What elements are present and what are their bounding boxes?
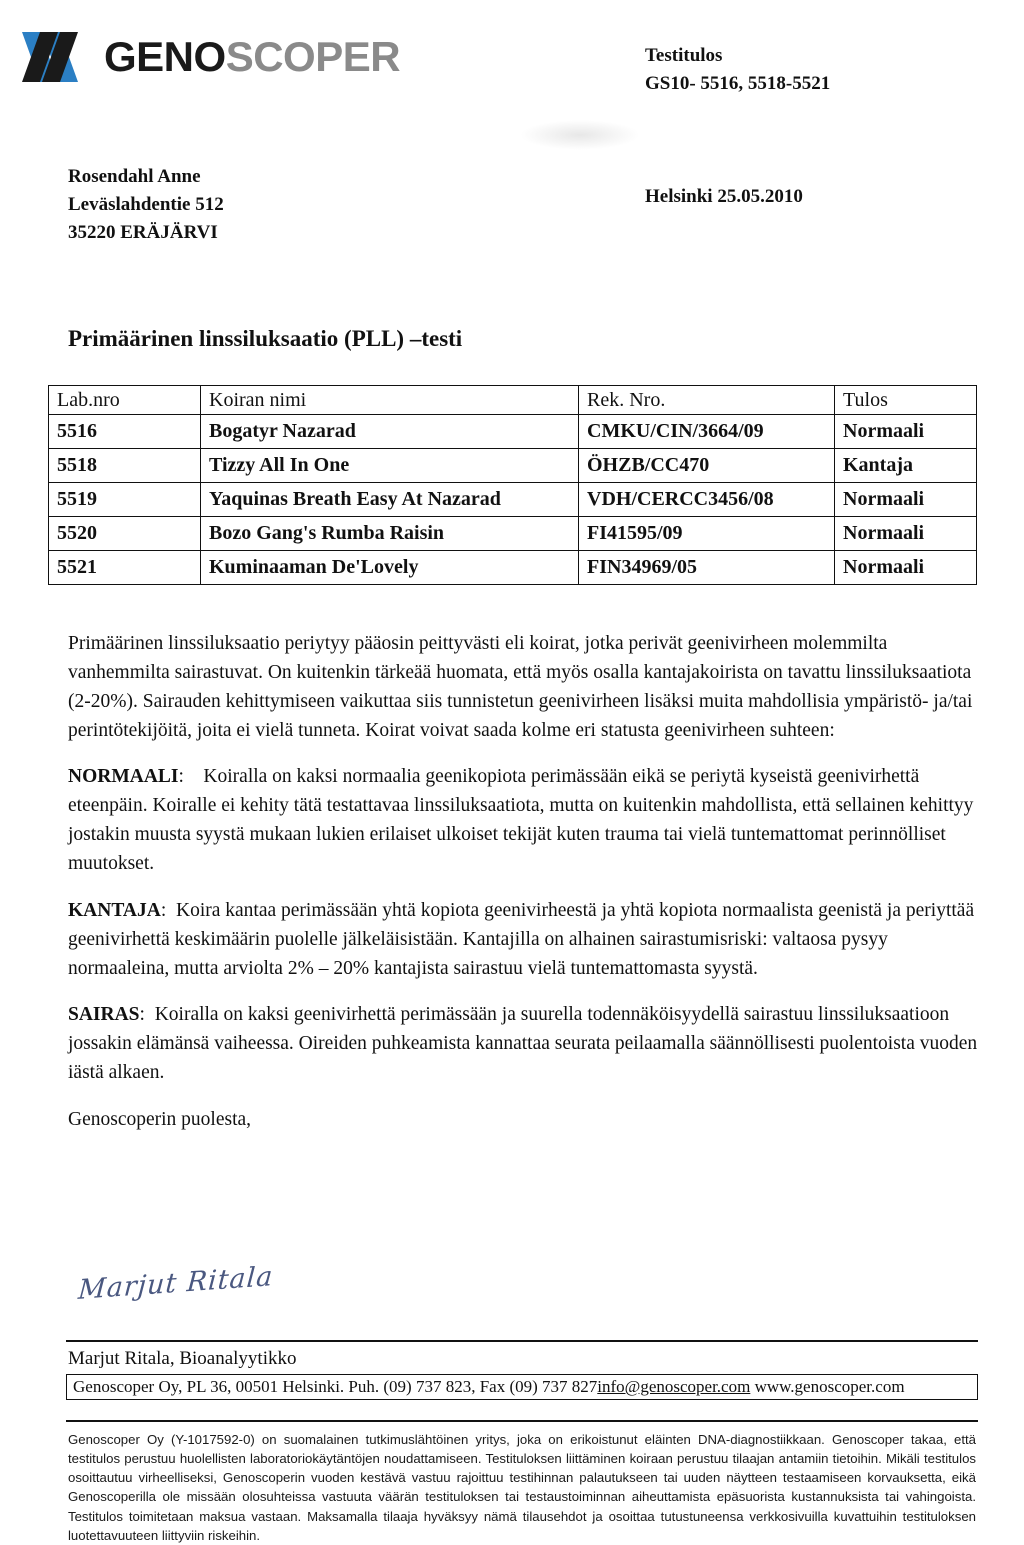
text-sairas: Koiralla on kaksi geenivirhettä perimässään ja suurella todennäköisyydellä sairastuu linssiluksaatioon jossakin elämänsä vaiheessa. Oireiden puhkeamista kannattaa seurata peilaamalla säännöllisesti puolentoista vuoden iästä alkaen. [68, 1004, 978, 1084]
label-kantaja: KANTAJA [68, 899, 161, 921]
contact-website: www.genoscoper.com [750, 1377, 905, 1396]
table-row [49, 483, 977, 517]
test-result-heading [645, 42, 830, 97]
cell-name: Bogatyr Nazarad [201, 415, 579, 449]
recipient-street: Leväslahdentie 512 [68, 194, 224, 216]
table-header-row [49, 386, 977, 415]
body-copy [68, 630, 980, 1153]
contact-line [66, 1374, 978, 1400]
table-row [49, 551, 977, 585]
cell-lab: 5521 [49, 551, 201, 585]
logo-wordmark [104, 33, 401, 80]
text-normaali: Koiralla on kaksi normaalia geenikopiota perimässään eikä se periytä kyseistä geenivirhettä eteenpäin. Koiralle ei kehity tätä testattavaa linssiluksaatiota, mutta on kuitenkin mahdollista, että sellainen kehittyy jostakin muusta syystä mukaan lukien erilaiset ulkoiset tekijät kuten trauma tai vielä tuntemattomat perinnölliset muutokset. [68, 766, 974, 875]
paragraph-intro: Primäärinen linssiluksaatio periytyy pääosin peittyvästi eli koirat, jotka perivät geenivirheen molemmilta vanhemmilta sairastuvat. On kuitenkin tärkeää huomata, että myös osalla kantajakoirista on tavattu linssiluksaatiota (2-20%). Sairauden kehittymiseen vaikuttaa siis tunnistetun geenivirheen lisäksi muita mahdollisia ympäristö- ja/tai perintötekijöitä, joita ei vielä tunneta. Koirat voivat saada kolme eri statusta geenivirheen suhteen: [68, 633, 973, 741]
column-header-tulos: Tulos [835, 386, 977, 415]
paragraph-closing: Genoscoperin puolesta, [68, 1109, 252, 1131]
column-header-lab: Lab.nro [49, 386, 201, 415]
recipient-postal: 35220 ERÄJÄRVI [68, 222, 218, 244]
cell-tulos: Normaali [835, 415, 977, 449]
column-header-rek: Rek. Nro. [579, 386, 835, 415]
cell-name: Tizzy All In One [201, 449, 579, 483]
cell-name: Kuminaaman De'Lovely [201, 551, 579, 585]
footer-divider [66, 1420, 978, 1422]
contact-email-link[interactable]: info@genoscoper.com [597, 1377, 751, 1396]
recipient-name: Rosendahl Anne [68, 166, 201, 187]
handwritten-signature: Marjut Ritala [77, 1261, 275, 1306]
cell-rek: VDH/CERCC3456/08 [579, 483, 835, 517]
cell-tulos: Normaali [835, 517, 977, 551]
label-sairas: SAIRAS [68, 1004, 140, 1026]
column-header-name: Koiran nimi [201, 386, 579, 415]
paragraph-normaali: NORMAALI: Koiralla on kaksi normaalia geenikopiota perimässään eikä se periytä kyseistä geenivirhettä eteenpäin. Koiralle ei kehity tätä testattavaa linssiluksaatiota, mutta on kuitenkin mahdollista, että sellainen kehittyy jostakin muusta syystä mukaan lukien erilaiset ulkoiset tekijät kuten trauma tai vielä tuntemattomat perinnölliset muutokset. [68, 766, 974, 875]
cell-tulos: Normaali [835, 483, 977, 517]
logo-geno-text: GENO [104, 33, 226, 80]
cell-rek: ÖHZB/CC470 [579, 449, 835, 483]
test-result-label: Testitulos [645, 45, 723, 66]
page-title: Primäärinen linssiluksaatio (PLL) –testi [68, 326, 463, 351]
cell-name: Bozo Gang's Rumba Raisin [201, 517, 579, 551]
cell-tulos: Normaali [835, 551, 977, 585]
genoscoper-logo-icon [20, 26, 98, 88]
signatory-name-title: Marjut Ritala, Bioanalyytikko [68, 1348, 297, 1369]
document-header [0, 18, 1024, 128]
cell-lab: 5516 [49, 415, 201, 449]
table-row [49, 449, 977, 483]
cell-lab: 5520 [49, 517, 201, 551]
cell-rek: CMKU/CIN/3664/09 [579, 415, 835, 449]
label-normaali: NORMAALI [68, 766, 179, 788]
signature-rule [66, 1340, 978, 1342]
test-result-code: GS10- 5516, 5518-5521 [645, 72, 831, 94]
cell-name: Yaquinas Breath Easy At Nazarad [201, 483, 579, 517]
logo-scoper-text: SCOPER [225, 33, 401, 80]
table-row [49, 517, 977, 551]
paragraph-sairas: SAIRAS: Koiralla on kaksi geenivirhettä perimässään ja suurella todennäköisyydellä sairastuu linssiluksaatioon jossakin elämänsä vaiheessa. Oireiden puhkeamista kannattaa seurata peilaamalla säännöllisesti puolentoista vuoden iästä alkaen. [68, 1004, 978, 1084]
contact-address: Genoscoper Oy, PL 36, 00501 Helsinki. Puh. (09) 737 823, Fax (09) 737 827 [73, 1377, 598, 1396]
paragraph-kantaja: KANTAJA: Koira kantaa perimässään yhtä kopiota geenivirheestä ja yhtä kopiota normaalista geenistä ja periyttää geenivirhettä keskimäärin puolelle jälkeläisistään. Kantajilla on alhainen sairastumisriski: valtaosa pysyy normaaleina, mutta arviolta 2% – 20% kantajista sairastuu vielä tuntemattomasta syystä. [68, 899, 975, 979]
legal-fineprint: Genoscoper Oy (Y-1017592-0) on suomalainen tutkimuslähtöinen yritys, joka on erikoistunut eläinten DNA-diagnostiikkaan. Genoscoper takaa, että testitulos perustuu huolellisten laboratoriokäytäntöjen noudattamiseen. Testituloksen liittäminen koiraan perustuu tilaajan antamiin tietoihin. Mikäli testitulos osoittautuu virheelliseksi, Genoscoperin vuoden kestävä vastuu rajoittuu testihinnan palautukseen tai uuden näytteen testaamiseen korvauksetta, eikä Genoscoperilla ole missään olosuhteissa vastuuta väärän testituloksen tai testaustoiminnan aiheuttamista epäsuorista kustannuksista tai vahingoista. Testitulos toimitetaan maksua vastaan. Maksamalla tilaaja hyväksyy nämä tilausehdot ja osoittaa tutustuneensa verkkosivuilla kuvattuihin testituloksen luotettavuuteen liittyviin riskeihin. [68, 1432, 976, 1543]
table-row [49, 415, 977, 449]
cell-rek: FI41595/09 [579, 517, 835, 551]
cell-lab: 5519 [49, 483, 201, 517]
cell-rek: FIN34969/05 [579, 551, 835, 585]
recipient-address [68, 163, 224, 247]
cell-lab: 5518 [49, 449, 201, 483]
text-kantaja: Koira kantaa perimässään yhtä kopiota geenivirheestä ja yhtä kopiota normaalista geenistä ja periyttää geenivirhettä keskimäärin puolelle jälkeläisistään. Kantajilla on alhainen sairastumisriski: valtaosa pysyy normaaleina, mutta arviolta 2% – 20% kantajista sairastuu vielä tuntemattomasta syystä. [68, 899, 975, 979]
company-logo [20, 26, 400, 88]
cell-tulos: Kantaja [835, 449, 977, 483]
results-table [48, 385, 977, 585]
place-and-date: Helsinki 25.05.2010 [645, 186, 803, 207]
